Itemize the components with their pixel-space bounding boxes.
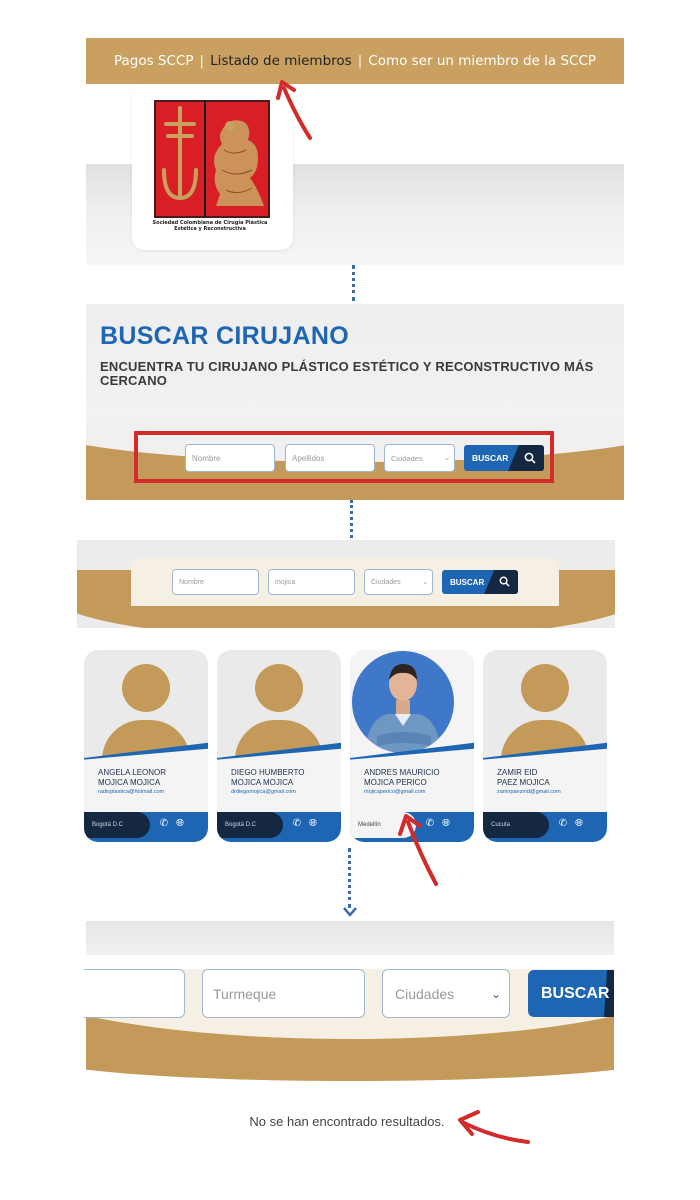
chevron-down-icon: ⌄ — [490, 986, 501, 1001]
apellidos-value: mojica — [275, 578, 296, 586]
logo-caption-line: Estética y Reconstructiva — [174, 226, 246, 232]
search-subtitle: ENCUENTRA TU CIRUJANO PLÁSTICO ESTÉTICO Y RECONSTRUCTIVO MÁS CERCANO — [100, 359, 594, 388]
ciudades-select[interactable] — [382, 969, 510, 1018]
member-city: Cucuta — [483, 812, 549, 838]
connector-dots — [348, 848, 351, 908]
arrow-down-icon — [342, 906, 358, 918]
avatar-placeholder-icon — [255, 664, 303, 712]
buscar-button[interactable] — [528, 970, 614, 1017]
connector-dots — [350, 500, 353, 538]
sccp-logo-icon — [154, 100, 270, 220]
member-email[interactable]: radioplastica@hotmail.com — [98, 789, 165, 795]
apellidos-value: Turmeque — [213, 985, 277, 1002]
search-icon — [524, 452, 536, 464]
ciudades-select[interactable] — [364, 569, 433, 595]
member-name — [497, 768, 605, 788]
search-form — [172, 569, 518, 595]
chevron-down-icon: ⌄ — [444, 455, 450, 462]
member-city: Bogotá D.C — [84, 812, 150, 838]
member-name-line: ZAMIR EID — [497, 768, 538, 777]
member-city: Medellín — [350, 812, 416, 838]
apellidos-placeholder: Apellidos — [292, 453, 325, 463]
no-results-message: No se han encontrado resultados. — [249, 1114, 445, 1129]
ciudades-selected: Ciudades — [371, 578, 401, 586]
nombre-placeholder: Nombre — [179, 578, 204, 586]
search-icon — [499, 576, 510, 587]
card-footer — [217, 812, 341, 842]
chevron-down-icon: ⌄ — [422, 579, 428, 586]
buscar-label: BUSCAR — [450, 577, 485, 587]
annotation-arrow-icon — [396, 808, 446, 888]
result-card[interactable] — [483, 650, 607, 842]
top-nav — [86, 38, 624, 84]
card-footer — [84, 812, 208, 842]
apellidos-input[interactable] — [202, 969, 365, 1018]
globe-icon[interactable]: 🌐︎ — [575, 818, 583, 829]
member-name — [98, 768, 206, 788]
member-name-line: ANGELA LEONOR — [98, 768, 167, 777]
logo-caption — [132, 220, 282, 232]
member-name-line: MOJICA MOJICA — [231, 778, 294, 787]
member-name-line: MOJICA PERICO — [364, 778, 427, 787]
ciudades-selected: Ciudades — [395, 985, 455, 1002]
globe-icon[interactable]: 🌐︎ — [309, 818, 317, 829]
buscar-label: BUSCAR — [472, 453, 509, 463]
buscar-button[interactable] — [442, 570, 518, 594]
member-name-line: ANDRES MAURICIO — [364, 768, 440, 777]
member-city: Bogotá D.C — [217, 812, 283, 838]
member-photo — [351, 650, 455, 754]
whatsapp-icon[interactable]: ✆ — [292, 818, 302, 829]
nav-separator: | — [357, 53, 363, 69]
avatar-placeholder-icon — [122, 664, 170, 712]
annotation-arrow-icon — [454, 1108, 534, 1148]
member-name-line: MOJICA MOJICA — [98, 778, 161, 787]
nombre-input[interactable] — [172, 569, 259, 595]
ciudades-selected: Ciudades — [391, 453, 423, 463]
member-email[interactable]: zamirpaezmd@gmail.com — [497, 789, 561, 795]
member-name — [231, 768, 339, 788]
result-card[interactable] — [84, 650, 208, 842]
whatsapp-icon[interactable]: ✆ — [159, 818, 169, 829]
member-name-line: PAEZ MOJICA — [497, 778, 550, 787]
member-email[interactable]: mojicaperico@gmail.com — [364, 789, 426, 795]
nav-item-pagos[interactable]: Pagos SCCP — [113, 53, 194, 69]
nav-separator: | — [199, 53, 205, 69]
member-name-line: DIEGO HUMBERTO — [231, 768, 305, 777]
annotation-arrow-icon — [272, 76, 322, 146]
nav-item-listado-miembros[interactable]: Listado de miembros — [210, 53, 352, 69]
card-footer — [483, 812, 607, 842]
member-name — [364, 768, 472, 788]
nav-item-como-ser-miembro[interactable]: Como ser un miembro de la SCCP — [368, 53, 597, 69]
search-title: BUSCAR CIRUJANO — [100, 322, 349, 350]
result-card[interactable] — [217, 650, 341, 842]
logo-card[interactable] — [132, 86, 293, 250]
section-band — [86, 921, 614, 955]
logo-caption-line: Sociedad Colombiana de Cirugía Plástica — [152, 220, 268, 226]
member-email[interactable]: drdiegomojica@gmail.com — [231, 789, 296, 795]
nombre-input[interactable] — [84, 969, 185, 1018]
connector-dots — [352, 265, 355, 301]
apellidos-input[interactable] — [268, 569, 355, 595]
avatar-placeholder-icon — [521, 664, 569, 712]
whatsapp-icon[interactable]: ✆ — [558, 818, 568, 829]
globe-icon[interactable]: 🌐︎ — [442, 818, 450, 829]
whatsapp-icon[interactable]: ✆ — [425, 818, 435, 829]
nombre-placeholder: Nombre — [192, 453, 221, 463]
buscar-label: BUSCAR — [541, 984, 610, 1002]
globe-icon[interactable]: 🌐︎ — [176, 818, 184, 829]
